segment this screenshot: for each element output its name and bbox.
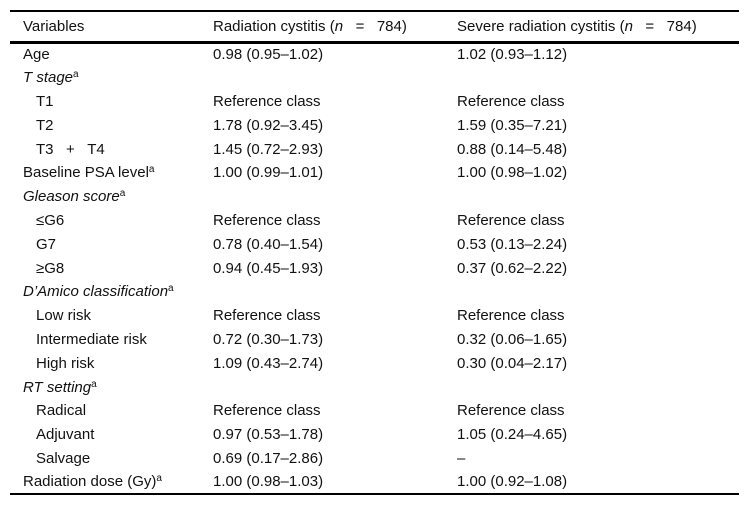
row-label bbox=[10, 328, 213, 352]
value-severe-radiation-cystitis: 1.05 (0.24–4.65) bbox=[457, 426, 568, 444]
header-text: Severe radiation cystitis ( bbox=[457, 17, 625, 35]
value-radiation-cystitis bbox=[213, 66, 457, 90]
footnote-marker: a bbox=[73, 69, 79, 81]
row-label bbox=[10, 280, 213, 304]
row-label-text: ≥G8 bbox=[36, 259, 65, 277]
table-row bbox=[10, 66, 739, 90]
table-row bbox=[10, 113, 739, 137]
table-body bbox=[10, 42, 739, 494]
row-label bbox=[10, 42, 213, 66]
table-row bbox=[10, 399, 739, 423]
header-text: = 784) bbox=[632, 17, 697, 35]
footnote-marker: a bbox=[148, 164, 155, 176]
value-radiation-cystitis: 0.98 (0.95–1.02) bbox=[213, 46, 324, 64]
row-label-text: T stage bbox=[23, 69, 74, 87]
value-radiation-cystitis: 1.00 (0.98–1.03) bbox=[213, 473, 324, 491]
table-row bbox=[10, 137, 739, 161]
footnote-marker: a bbox=[168, 283, 174, 295]
value-radiation-cystitis: 1.45 (0.72–2.93) bbox=[213, 140, 324, 158]
row-label bbox=[10, 209, 213, 233]
value-severe-radiation-cystitis: 0.30 (0.04–2.17) bbox=[457, 354, 568, 372]
row-label bbox=[10, 256, 213, 280]
row-label bbox=[10, 470, 213, 494]
value-severe-radiation-cystitis: 1.02 (0.93–1.12) bbox=[457, 46, 568, 64]
value-severe-radiation-cystitis bbox=[457, 375, 739, 399]
value-severe-radiation-cystitis: 0.37 (0.62–2.22) bbox=[457, 259, 568, 277]
row-label-text: Low risk bbox=[36, 307, 92, 325]
table-row bbox=[10, 185, 739, 209]
value-radiation-cystitis bbox=[213, 185, 457, 209]
table-row bbox=[10, 470, 739, 494]
value-radiation-cystitis bbox=[213, 375, 457, 399]
row-label-text: G7 bbox=[36, 235, 57, 253]
row-label bbox=[10, 304, 213, 328]
header-text: = 784) bbox=[343, 17, 407, 35]
value-radiation-cystitis: 1.00 (0.99–1.01) bbox=[213, 164, 324, 182]
footnote-marker: a bbox=[119, 188, 126, 200]
footnote-marker: a bbox=[156, 473, 162, 485]
table-row bbox=[10, 328, 739, 352]
column-header-severe-radiation-cystitis bbox=[457, 11, 739, 42]
header-text: Radiation cystitis ( bbox=[213, 17, 335, 35]
value-radiation-cystitis: Reference class bbox=[213, 211, 321, 229]
row-label bbox=[10, 447, 213, 471]
regression-results-table bbox=[10, 10, 739, 495]
row-label bbox=[10, 185, 213, 209]
column-header-variables: Variables bbox=[23, 17, 85, 35]
row-label bbox=[10, 90, 213, 114]
value-radiation-cystitis: 1.09 (0.43–2.74) bbox=[213, 354, 324, 372]
value-radiation-cystitis: Reference class bbox=[213, 402, 321, 420]
value-radiation-cystitis: 0.97 (0.53–1.78) bbox=[213, 426, 324, 444]
value-radiation-cystitis: 1.78 (0.92–3.45) bbox=[213, 116, 324, 134]
row-label-text: Age bbox=[23, 46, 50, 64]
table-row bbox=[10, 423, 739, 447]
row-label-text: Radical bbox=[36, 402, 87, 420]
table-header bbox=[10, 11, 739, 42]
table-row bbox=[10, 280, 739, 304]
table-row bbox=[10, 375, 739, 399]
row-label bbox=[10, 375, 213, 399]
value-severe-radiation-cystitis: Reference class bbox=[457, 211, 565, 229]
row-label-text: Baseline PSA level bbox=[23, 164, 149, 182]
value-severe-radiation-cystitis: Reference class bbox=[457, 307, 565, 325]
value-radiation-cystitis: Reference class bbox=[213, 307, 321, 325]
value-severe-radiation-cystitis: 1.00 (0.92–1.08) bbox=[457, 473, 568, 491]
value-severe-radiation-cystitis: 0.88 (0.14–5.48) bbox=[457, 140, 568, 158]
table-row bbox=[10, 304, 739, 328]
row-label bbox=[10, 232, 213, 256]
footnote-marker: a bbox=[91, 378, 97, 390]
column-header-radiation-cystitis bbox=[213, 11, 457, 42]
value-radiation-cystitis bbox=[213, 280, 457, 304]
row-label bbox=[10, 351, 213, 375]
table-row bbox=[10, 209, 739, 233]
header-row bbox=[10, 11, 739, 42]
row-label bbox=[10, 423, 213, 447]
row-label-text: Gleason score bbox=[23, 188, 120, 206]
value-severe-radiation-cystitis bbox=[457, 66, 739, 90]
row-label-text: T3 + T4 bbox=[36, 140, 105, 158]
value-radiation-cystitis: Reference class bbox=[213, 92, 321, 110]
value-severe-radiation-cystitis: 1.00 (0.98–1.02) bbox=[457, 164, 568, 182]
table-row bbox=[10, 351, 739, 375]
value-severe-radiation-cystitis: 1.59 (0.35–7.21) bbox=[457, 116, 568, 134]
value-severe-radiation-cystitis: 0.53 (0.13–2.24) bbox=[457, 235, 568, 253]
table-row bbox=[10, 42, 739, 66]
table-row bbox=[10, 447, 739, 471]
row-label-text: Adjuvant bbox=[36, 426, 95, 444]
value-severe-radiation-cystitis: 0.32 (0.06–1.65) bbox=[457, 330, 568, 348]
value-radiation-cystitis: 0.94 (0.45–1.93) bbox=[213, 259, 324, 277]
table-row bbox=[10, 256, 739, 280]
value-severe-radiation-cystitis bbox=[457, 185, 739, 209]
table-row bbox=[10, 161, 739, 185]
value-severe-radiation-cystitis: Reference class bbox=[457, 402, 565, 420]
row-label-text: T1 bbox=[36, 92, 54, 110]
row-label bbox=[10, 161, 213, 185]
value-radiation-cystitis: 0.69 (0.17–2.86) bbox=[213, 449, 324, 467]
value-severe-radiation-cystitis: Reference class bbox=[457, 92, 565, 110]
row-label-text: Salvage bbox=[36, 449, 91, 467]
row-label-text: Intermediate risk bbox=[36, 330, 147, 348]
row-label bbox=[10, 66, 213, 90]
row-label-text: Radiation dose (Gy) bbox=[23, 473, 157, 491]
value-radiation-cystitis: 0.78 (0.40–1.54) bbox=[213, 235, 324, 253]
row-label-text: RT setting bbox=[23, 378, 92, 396]
row-label-text: T2 bbox=[36, 116, 54, 134]
value-severe-radiation-cystitis: – bbox=[457, 449, 466, 467]
row-label-text: D’Amico classification bbox=[23, 283, 169, 301]
value-radiation-cystitis: 0.72 (0.30–1.73) bbox=[213, 330, 324, 348]
row-label bbox=[10, 113, 213, 137]
table-row bbox=[10, 90, 739, 114]
row-label-text: High risk bbox=[36, 354, 95, 372]
n-symbol: n bbox=[334, 17, 344, 35]
value-severe-radiation-cystitis bbox=[457, 280, 739, 304]
row-label bbox=[10, 399, 213, 423]
table-row bbox=[10, 232, 739, 256]
n-symbol: n bbox=[624, 17, 633, 35]
row-label bbox=[10, 137, 213, 161]
row-label-text: ≤G6 bbox=[36, 211, 65, 229]
